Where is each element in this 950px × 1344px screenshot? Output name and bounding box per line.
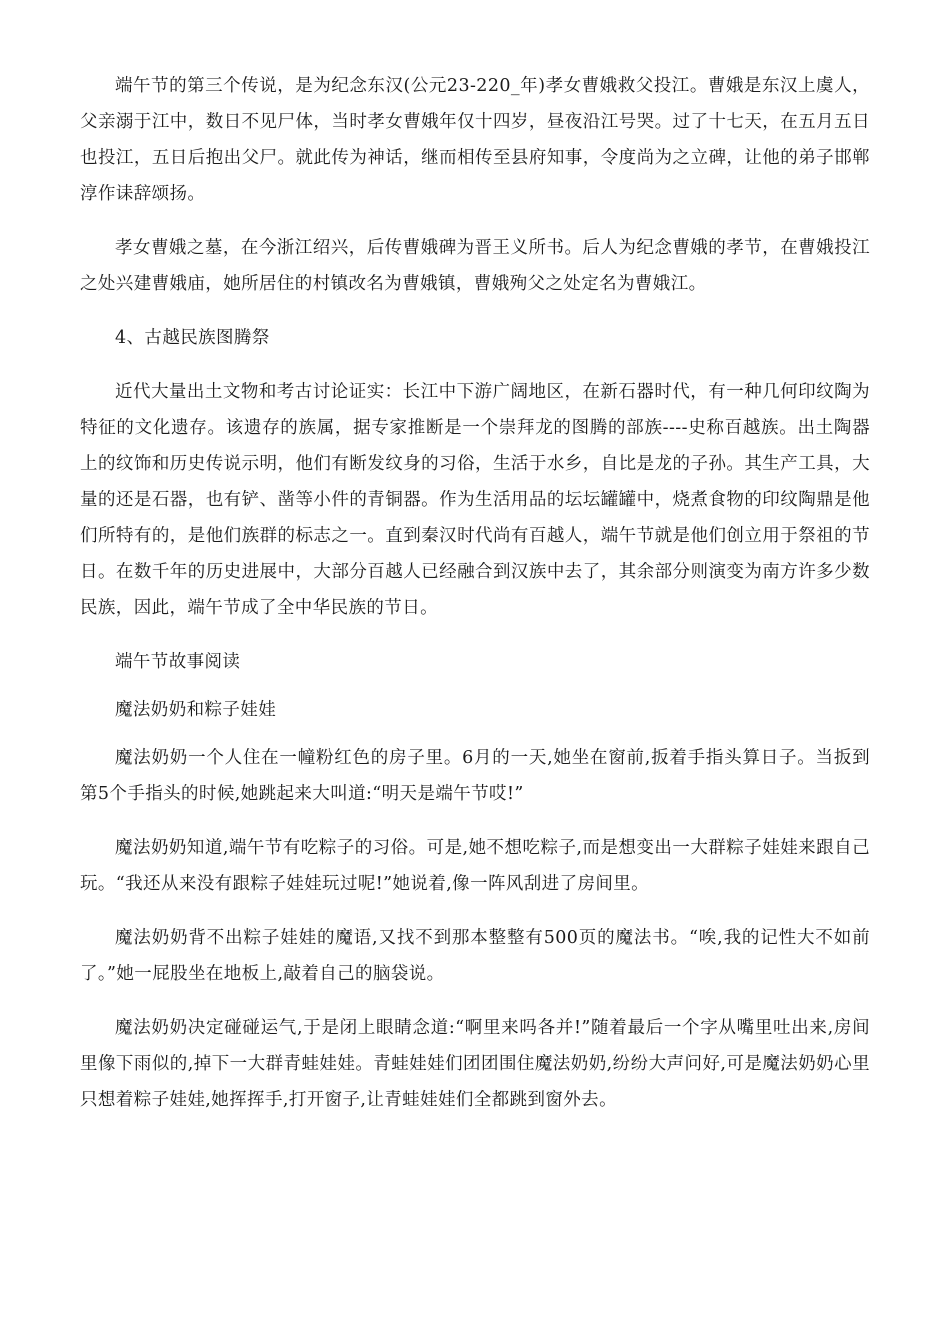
story-paragraph-4: 魔法奶奶决定碰碰运气,于是闭上眼睛念道:“啊里来吗各并!”随着最后一个字从嘴里吐出来,房间里像下雨似的,掉下一大群青蛙娃娃。青蛙娃娃们团团围住魔法奶奶,纷纷大声问好,可是魔法奶奶心里只想着粽子娃娃,她挥挥手,打开窗子,让青蛙娃娃们全都跳到窗外去。 [80,1018,870,1110]
section-heading-yue-totem: 4、古越民族图腾祭 [115,328,270,348]
section-heading-story-reading: 端午节故事阅读 [115,652,241,672]
document-page [80,68,870,1136]
paragraph-baiyue-history: 近代大量出土文物和考古讨论证实：长江中下游广阔地区，在新石器时代，有一种几何印纹陶为特征的文化遗存。该遗存的族属，据专家推断是一个崇拜龙的图腾的部族----史称百越族。出土陶器上的纹饰和历史传说示明，他们有断发纹身的习俗，生活于水乡，自比是龙的子孙。其生产工具，大量的还是石器，也有铲、凿等小件的青铜器。作为生活用品的坛坛罐罐中，烧煮食物的印纹陶鼎是他们所特有的，是他们族群的标志之一。直到秦汉时代尚有百越人，端午节就是他们创立用于祭祖的节日。在数千年的历史进展中，大部分百越人已经融合到汉族中去了，其余部分则演变为南方许多少数民族，因此，端午节成了全中华民族的节日。 [80,382,870,618]
paragraph-cao-e-legend: 端午节的第三个传说，是为纪念东汉(公元23-220_年)孝女曹娥救父投江。曹娥是东汉上虞人，父亲溺于江中，数日不见尸体，当时孝女曹娥年仅十四岁，昼夜沿江号哭。过了十七天，在五月五日也投江，五日后抱出父尸。就此传为神话，继而相传至县府知事，令度尚为之立碑，让他的弟子邯郸淳作诔辞颂扬。 [80,76,870,204]
story-paragraph-3: 魔法奶奶背不出粽子娃娃的魔语,又找不到那本整整有500页的魔法书。“唉,我的记性大不如前了。”她一屁股坐在地板上,敲着自己的脑袋说。 [80,928,870,984]
story-title: 魔法奶奶和粽子娃娃 [115,700,277,720]
story-paragraph-1: 魔法奶奶一个人住在一幢粉红色的房子里。6月的一天,她坐在窗前,扳着手指头算日子。当扳到第5个手指头的时候,她跳起来大叫道:“明天是端午节哎!” [80,748,870,804]
story-paragraph-2: 魔法奶奶知道,端午节有吃粽子的习俗。可是,她不想吃粽子,而是想变出一大群粽子娃娃来跟自己玩。“我还从来没有跟粽子娃娃玩过呢!”她说着,像一阵风刮进了房间里。 [80,838,870,894]
paragraph-cao-e-tomb: 孝女曹娥之墓，在今浙江绍兴，后传曹娥碑为晋王义所书。后人为纪念曹娥的孝节，在曹娥投江之处兴建曹娥庙，她所居住的村镇改名为曹娥镇，曹娥殉父之处定名为曹娥江。 [80,238,870,294]
